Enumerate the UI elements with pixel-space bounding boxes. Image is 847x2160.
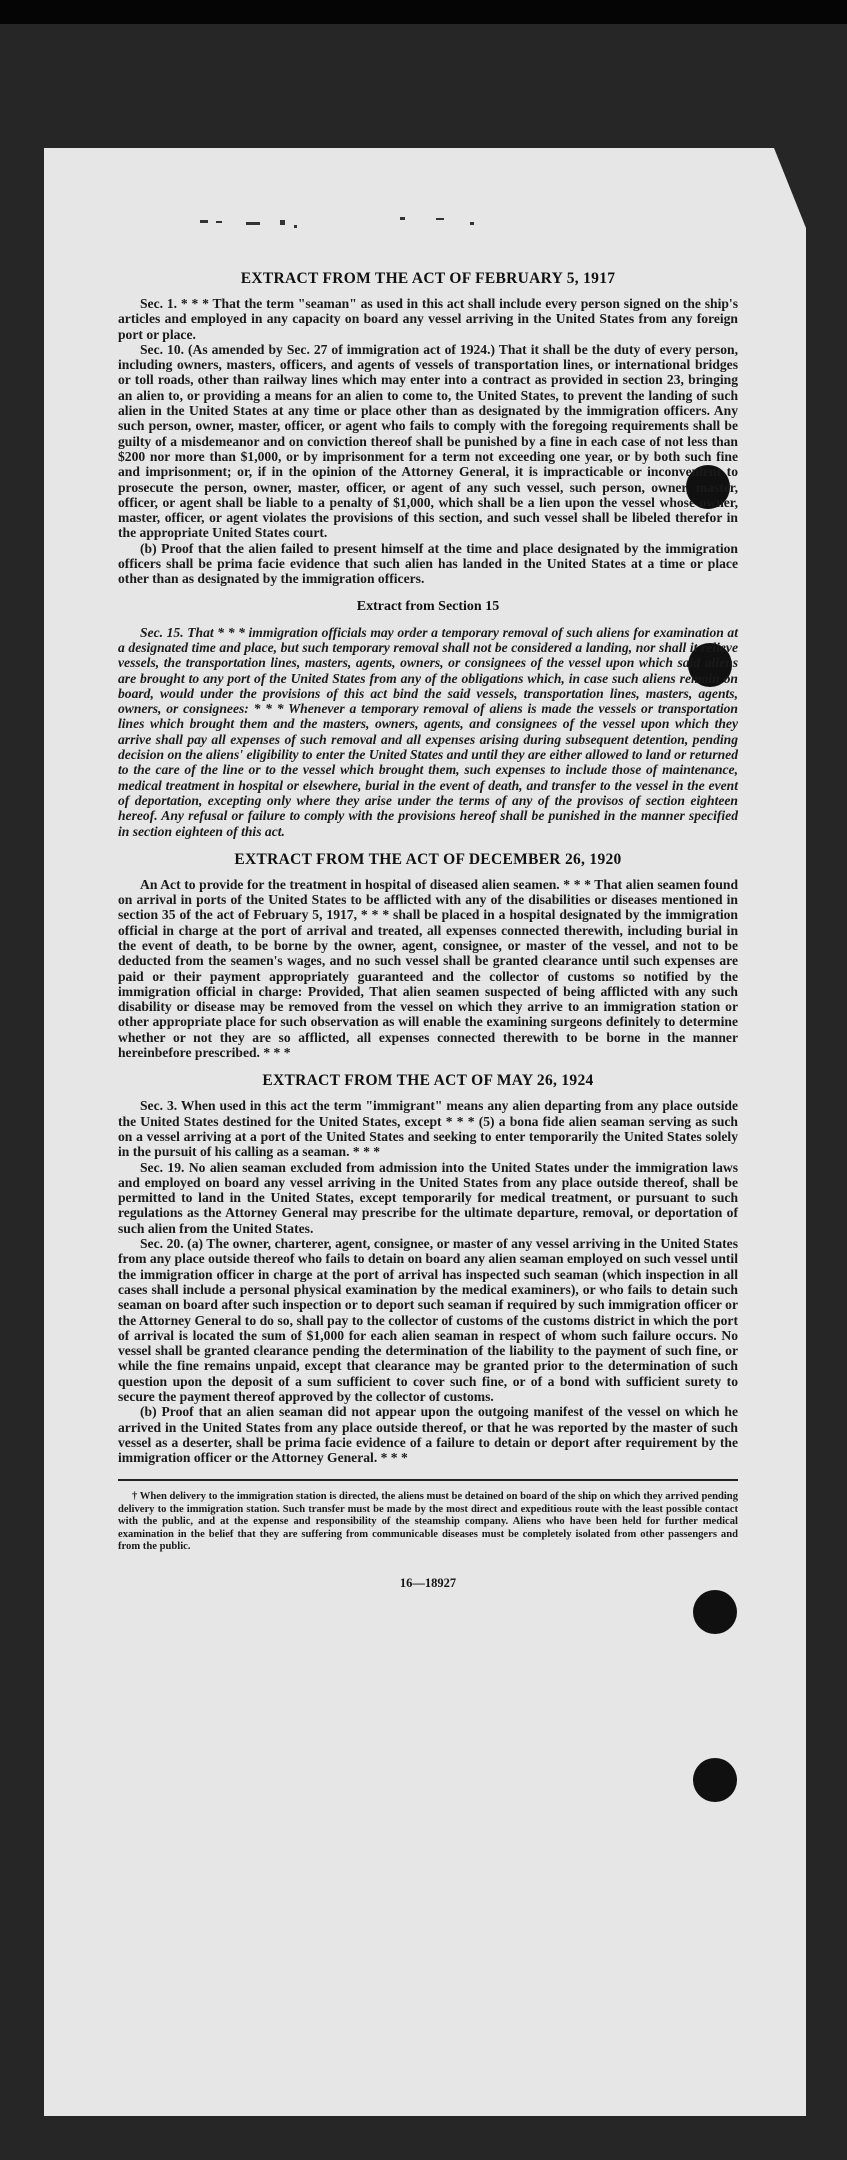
footnote: † When delivery to the immigration station is directed, the aliens must be detained on board of the ship on which they arrived pending delivery to the immigration station. Such transfer must be made by the most direct and expeditious route with the least possible contact with the public, and at the expense and responsibility of the steamship company. Aliens who have been held for further medical examination in the belief that they are suffering from communicable diseases must be completely isolated from other passengers and from the public. [118, 1491, 738, 1553]
paragraph: Sec. 10. (As amended by Sec. 27 of immigration act of 1924.) That it shall be the duty of every person, including owners, masters, officers, and agents of vessels of transportation lines, or international bridges or toll roads, other than railway lines which may enter into a contract as provided in section 23, bringing an alien to, or providing a means for an alien to come to, the United States, to prevent the landing of such alien in the United States at any time or place other than as designated by the immigration officers. Any such person, owner, master, officer, or agent who fails to comply with the foregoing requirements shall be guilty of a misdemeanor and on conviction thereof shall be punished by a fine in each case of not less than $200 nor more than $1,000, or by imprisonment for a term not exceeding one year, or by both such fine and imprisonment; or, if in the opinion of the Attorney General, it is impracticable or inconvenient to prosecute the person, owner, master, officer, or agent of any such vessel, such person, owner, master, officer, or agent shall be liable to a penalty of $1,000, which shall be a lien upon the vessel whose owner, master, officer, or agent violates the provisions of this section, and such vessel shall be libeled therefor in the appropriate United States court. [118, 341, 738, 541]
section-heading: EXTRACT FROM THE ACT OF FEBRUARY 5, 1917 [240, 270, 616, 287]
paragraph: An Act to provide for the treatment in hospital of diseased alien seamen. * * * That alien seamen found on arrival in ports of the United States to be afflicted with any of the disabilities or diseases mentioned in section 35 of the act of February 5, 1917, * * * shall be placed in a hospital designated by the immigration official in charge at the port of arrival and treated, all expenses connected therewith, including burial in the event of death, to be borne by the owner, agent, consignee, or master of the vessel, and not to be deducted from the seamen's wages, and no such vessel shall be granted clearance until such expenses are paid or their payment appropriately guaranteed and the collector of customs so notified by the immigration official in charge: Provided, That alien seamen suspected of being afflicted with any such disability or disease may be removed from the vessel on which they arrive to an immigration station or other appropriate place for such observation as will enable the examining surgeons definitely to determine whether or not they are so afflicted, all expenses connected therewith to be borne in the manner hereinbefore prescribed. * * * [118, 876, 738, 1061]
paragraph: Sec. 1. * * * That the term "seaman" as used in this act shall include every person signed on the ship's articles and employed in any capacity on board any vessel arriving in the United States from any foreign port or place. [118, 296, 738, 342]
punch-hole-4 [693, 1758, 737, 1802]
subsection-heading: Extract from Section 15 [356, 598, 500, 614]
paragraph: Sec. 20. (a) The owner, charterer, agent, consignee, or master of any vessel arriving in the United States from any place outside thereof who fails to detain on board any alien seaman employed on such vessel until the immigration officer in charge at the port of arrival has inspected such seaman (which inspection in all cases shall include a personal physical examination by the medical examiners), or who fails to detain such seaman on board after such inspection or to deport such seaman if required by such immigration officer or the Attorney General to do so, shall pay to the collector of customs of the customs district in which the port of arrival is located the sum of $1,000 for each alien seaman in respect of whom such failure occurs. No vessel shall be granted clearance pending the determination of the liability to the payment of such fine, or while the fine remains unpaid, except that clearance may be granted prior to the determination of such question upon the deposit of a sum sufficient to cover such fine, or of a bond with sufficient surety to secure the payment thereof approved by the collector of customs. [118, 1236, 738, 1404]
document-body [118, 270, 738, 1591]
paragraph: Sec. 15. That * * * immigration officials may order a temporary removal of such aliens for examination at a designated time and place, but such temporary removal shall not be considered a landing, nor shall it relieve vessels, the transportation lines, masters, agents, owners, or consignees of the vessel upon which said aliens are brought to any port of the United States from any of the obligations which, in case such aliens remain on board, would under the provisions of this act bind the said vessels, transportation lines, masters, agents, owners, or consignees: * * * Whenever a temporary removal of aliens is made the vessels or transportation lines which brought them and the masters, owners, agents, and consignees of the vessel upon which they arrive shall pay all expenses of such removal and all expenses arising during subsequent detention, pending decision on the aliens' eligibility to enter the United States and until they are either allowed to land or returned to the care of the line or to the vessel which brought them, such expenses to include those of maintenance, medical treatment in hospital or elsewhere, burial in the event of death, and transfer to the vessel in the event of deportation, excepting only where they arise under the terms of any of the provisos of section eighteen hereof. Any refusal or failure to comply with the provisions hereof shall be punished in the manner specified in section eighteen of this act. [118, 624, 738, 839]
scan-top-border [0, 0, 847, 24]
paragraph: Sec. 19. No alien seaman excluded from admission into the United States under the immigration laws and employed on board any vessel arriving in the United States from any place outside thereof, shall be permitted to land in the United States, except temporarily for medical treatment, or pursuant to such regulations as the Attorney General may prescribe for the ultimate departure, removal, or deportation of such alien from the United States. [118, 1159, 738, 1236]
scan-specks [200, 212, 620, 232]
section-heading: EXTRACT FROM THE ACT OF MAY 26, 1924 [262, 1072, 594, 1090]
section-heading: EXTRACT FROM THE ACT OF DECEMBER 26, 1920 [234, 850, 622, 868]
punch-hole-3 [693, 1590, 737, 1634]
paragraph: (b) Proof that the alien failed to present himself at the time and place designated by the immigration officers shall be prima facie evidence that such alien has landed in the United States at a time or place other than as designated by the immigration officers. [118, 540, 738, 587]
paragraph: (b) Proof that an alien seaman did not appear upon the outgoing manifest of the vessel on which he arrived in the United States from any place outside thereof, or that he was reported by the master of such vessel as a deserter, shall be prima facie evidence of a failure to detain or deport after requirement by the immigration officer or the Attorney General. * * * [118, 1404, 738, 1466]
page-number: 16—18927 [399, 1575, 457, 1590]
footnote-divider [118, 1479, 738, 1481]
paragraph: Sec. 3. When used in this act the term "immigrant" means any alien departing from any place outside the United States destined for the United States, except * * * (5) a bona fide alien seaman serving as such on a vessel arriving at a port of the United States and seeking to enter temporarily the United States solely in the pursuit of his calling as a seaman. * * * [118, 1098, 738, 1160]
